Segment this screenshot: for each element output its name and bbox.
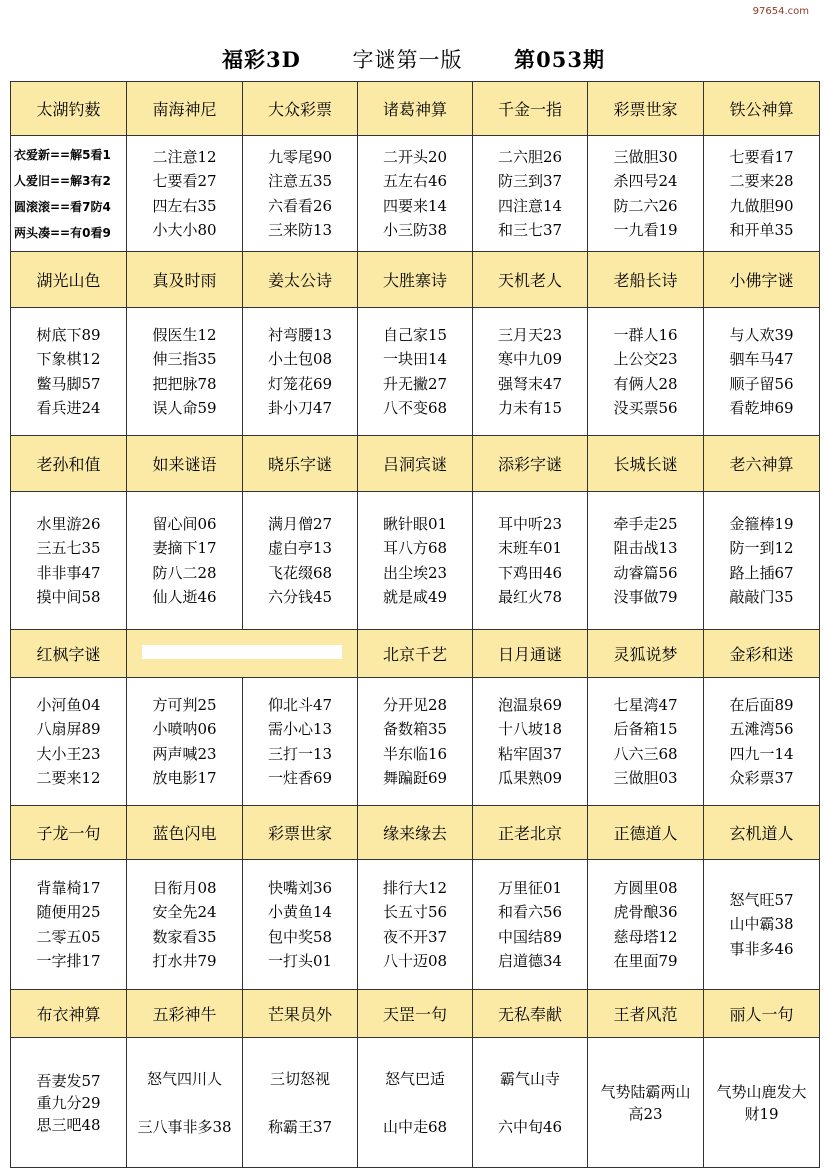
riddle-line: 一字排17 [36, 952, 101, 970]
header-row [11, 436, 820, 492]
riddle-line: 两头凑==有0看9 [14, 225, 111, 240]
expert-name: 老船长诗 [588, 252, 704, 308]
riddle-cell [243, 860, 358, 990]
riddle-line: 和看六56 [497, 903, 563, 921]
riddle-table [10, 81, 820, 1168]
riddle-row [11, 860, 820, 990]
riddle-line: 杀四号24 [613, 172, 678, 190]
riddle-line: 三月天23 [497, 325, 563, 344]
riddle-line: 中国结89 [497, 927, 563, 946]
riddle-cell [473, 678, 588, 806]
expert-name: 千金一指 [473, 82, 588, 136]
riddle-line: 路上插67 [729, 563, 794, 582]
expert-name: 大胜寨诗 [358, 252, 473, 308]
riddle-cell [11, 678, 127, 806]
riddle-line: 四九一14 [729, 744, 794, 763]
riddle-line: 粘牢固37 [497, 744, 563, 763]
riddle-line: 二要来28 [729, 172, 794, 190]
riddle-row [11, 136, 820, 252]
riddle-line: 长五寸56 [382, 903, 448, 921]
spacer [473, 1090, 587, 1116]
riddle-line: 称霸王37 [267, 1117, 333, 1136]
riddle-line: 分开见28 [382, 695, 448, 714]
riddle-line: 三切怒视 [269, 1069, 330, 1088]
riddle-cell [358, 1038, 473, 1168]
riddle-row [11, 1038, 820, 1168]
riddle-line: 大小王23 [36, 744, 101, 763]
riddle-line: 三打一13 [267, 744, 333, 763]
riddle-cell [588, 492, 704, 630]
riddle-line: 留心间06 [152, 514, 217, 533]
riddle-line: 一块田14 [382, 350, 448, 368]
riddle-line: 山中霸38 [729, 915, 794, 934]
riddle-line: 和开单35 [729, 221, 794, 239]
riddle-line: 六看看26 [267, 196, 333, 215]
riddle-line: 七星湾47 [613, 695, 678, 714]
riddle-line: 九零尾90 [267, 147, 333, 166]
riddle-cell [243, 308, 358, 436]
riddle-cell [588, 308, 704, 436]
expert-name: 小佛字谜 [704, 252, 820, 308]
riddle-line: 一群人16 [613, 325, 678, 344]
riddle-line: 万里征01 [497, 878, 563, 897]
riddle-line: 在里面79 [613, 952, 678, 970]
riddle-line: 四要来14 [382, 196, 448, 215]
site-watermark: 97654.com [752, 6, 809, 17]
riddle-line: 一打头01 [267, 952, 333, 970]
riddle-line: 背靠椅17 [36, 878, 101, 897]
riddle-cell [127, 308, 243, 436]
riddle-line: 八十迈08 [382, 952, 448, 970]
riddle-line: 上公交23 [613, 350, 678, 368]
riddle-line: 敲敲门35 [729, 588, 794, 606]
riddle-cell [473, 308, 588, 436]
riddle-line: 牵手走25 [613, 514, 678, 533]
riddle-cell [11, 308, 127, 436]
riddle-line: 四左右35 [152, 196, 217, 215]
riddle-line: 气势山鹿发大 [716, 1082, 807, 1101]
riddle-line: 一九看19 [613, 221, 678, 239]
riddle-cell [11, 492, 127, 630]
riddle-line: 和三七37 [497, 221, 563, 239]
riddle-cell [127, 136, 243, 252]
riddle-cell [243, 678, 358, 806]
spacer [243, 1090, 357, 1116]
riddle-line: 防二六26 [613, 196, 678, 215]
riddle-cell [704, 308, 820, 436]
riddle-line: 方圆里08 [613, 878, 678, 897]
riddle-line: 十八坡18 [497, 720, 563, 738]
riddle-line: 小河鱼04 [36, 695, 101, 714]
riddle-cell [127, 492, 243, 630]
riddle-line: 安全先24 [152, 903, 217, 921]
riddle-line: 树底下89 [36, 325, 101, 344]
riddle-cell [704, 492, 820, 630]
expert-name: 日月通谜 [473, 630, 588, 678]
expert-name: 诸葛神算 [358, 82, 473, 136]
riddle-line: 仙人逝46 [152, 588, 217, 606]
riddle-line: 后备箱15 [613, 720, 678, 738]
riddle-line: 三来防13 [267, 221, 333, 239]
expert-name: 金彩和迷 [704, 630, 820, 678]
expert-name: 南海神尼 [127, 82, 243, 136]
title-issue: 第053期 [514, 47, 606, 72]
riddle-cell [11, 1038, 127, 1168]
riddle-line: 日衔月08 [152, 878, 217, 897]
header-row [11, 82, 820, 136]
riddle-line: 飞花缀68 [267, 563, 333, 582]
riddle-line: 虎骨酿36 [613, 903, 678, 921]
expert-name: 长城长谜 [588, 436, 704, 492]
riddle-line: 强弩末47 [497, 374, 563, 393]
riddle-line: 备数箱35 [382, 720, 448, 738]
riddle-line: 灯笼花69 [267, 374, 333, 393]
riddle-cell [588, 1038, 704, 1168]
riddle-line: 卦小刀47 [267, 399, 333, 417]
riddle-cell [473, 136, 588, 252]
riddle-cell [588, 860, 704, 990]
riddle-line: 金箍棒19 [729, 514, 794, 533]
riddle-line: 就是咸49 [382, 588, 448, 606]
riddle-line: 怒气旺57 [729, 890, 794, 909]
riddle-line: 没买票56 [613, 399, 678, 417]
expert-name: 丽人一句 [704, 990, 820, 1038]
riddle-line: 自己家15 [382, 325, 448, 344]
riddle-line: 包中奖58 [267, 927, 333, 946]
expert-name: 彩票世家 [588, 82, 704, 136]
riddle-row [11, 492, 820, 630]
riddle-line: 小大小80 [152, 221, 217, 239]
riddle-line: 启道德34 [497, 952, 563, 970]
riddle-line: 八六三68 [613, 744, 678, 763]
riddle-line: 瓜果熟09 [497, 769, 563, 787]
riddle-line: 满月僧27 [267, 514, 333, 533]
riddle-line: 与人欢39 [729, 325, 794, 344]
riddle-line: 三八事非多38 [137, 1117, 232, 1136]
riddle-line: 五滩湾56 [729, 720, 794, 738]
riddle-line: 打水井79 [152, 952, 217, 970]
riddle-line: 驷车马47 [729, 350, 794, 368]
expert-name: 无私奉献 [473, 990, 588, 1038]
riddle-line: 下鸡田46 [497, 563, 563, 582]
riddle-line: 防三到37 [497, 172, 563, 190]
riddle-line: 众彩票37 [729, 769, 794, 787]
riddle-line: 鳖马脚57 [36, 374, 101, 393]
riddle-line: 霸气山寺 [499, 1069, 560, 1088]
riddle-cell [473, 860, 588, 990]
riddle-line: 耳中听23 [497, 514, 563, 533]
riddle-line: 出尘埃23 [382, 563, 448, 582]
riddle-line: 一炷香69 [267, 769, 333, 787]
riddle-line: 快嘴刘36 [267, 878, 333, 897]
riddle-cell [11, 136, 127, 252]
expert-name: 晓乐字谜 [243, 436, 358, 492]
riddle-line: 仰北斗47 [267, 695, 333, 714]
riddle-cell [704, 136, 820, 252]
riddle-line: 人爱旧==解3有2 [14, 173, 111, 188]
riddle-cell [243, 492, 358, 630]
riddle-row [11, 308, 820, 436]
riddle-line: 力未有15 [497, 399, 563, 417]
riddle-line: 财19 [744, 1104, 779, 1123]
riddle-line: 小黄鱼14 [267, 903, 333, 921]
expert-name: 天罡一句 [358, 990, 473, 1038]
riddle-line: 需小心13 [267, 720, 333, 738]
riddle-line: 有俩人28 [613, 374, 678, 393]
expert-name: 添彩字谜 [473, 436, 588, 492]
riddle-cell [704, 678, 820, 806]
expert-name: 子龙一句 [11, 806, 127, 860]
riddle-line: 三五七35 [36, 539, 101, 557]
riddle-line: 二要来12 [36, 769, 101, 787]
riddle-line: 顺子留56 [729, 374, 794, 393]
riddle-line: 动睿篇56 [613, 563, 678, 582]
riddle-line: 最红火78 [497, 588, 563, 606]
riddle-line: 九做胆90 [729, 196, 794, 215]
header-row [11, 990, 820, 1038]
expert-name: 太湖钓薮 [11, 82, 127, 136]
riddle-line: 在后面89 [729, 695, 794, 714]
riddle-line: 半东临16 [382, 744, 448, 763]
riddle-line: 三做胆30 [613, 147, 678, 166]
expert-name: 真及时雨 [127, 252, 243, 308]
expert-name: 灵狐说梦 [588, 630, 704, 678]
riddle-cell [588, 136, 704, 252]
riddle-line: 事非多46 [729, 939, 794, 958]
riddle-cell [358, 678, 473, 806]
riddle-line: 排行大12 [382, 878, 448, 897]
riddle-line: 气势陆霸两山 [600, 1082, 691, 1101]
riddle-cell [11, 860, 127, 990]
riddle-line: 看乾坤69 [729, 399, 794, 417]
expert-name: 姜太公诗 [243, 252, 358, 308]
riddle-line: 末班车01 [497, 539, 563, 557]
expert-name: 五彩神牛 [127, 990, 243, 1038]
riddle-line: 防八二28 [152, 563, 217, 582]
riddle-line: 寒中九09 [497, 350, 563, 368]
header-row [11, 252, 820, 308]
expert-name: 正德道人 [588, 806, 704, 860]
riddle-line: 阻击战13 [613, 539, 678, 557]
riddle-line: 小土包08 [267, 350, 333, 368]
expert-name: 芒果员外 [243, 990, 358, 1038]
riddle-line: 五左右46 [382, 172, 448, 190]
expert-name: 天机老人 [473, 252, 588, 308]
expert-name: 北京千艺 [358, 630, 473, 678]
riddle-line: 慈母塔12 [613, 927, 678, 946]
riddle-cell [127, 1038, 243, 1168]
expert-name [127, 630, 358, 678]
expert-name: 布衣神算 [11, 990, 127, 1038]
riddle-line: 泡温泉69 [497, 695, 563, 714]
riddle-line: 四注意14 [497, 196, 563, 215]
riddle-line: 小喷呐06 [152, 720, 217, 738]
riddle-line: 八不变68 [382, 399, 448, 417]
riddle-line: 摸中间58 [36, 588, 101, 606]
riddle-cell [358, 136, 473, 252]
riddle-line: 二零五05 [36, 927, 101, 946]
riddle-cell [358, 492, 473, 630]
riddle-line: 夜不开37 [382, 927, 448, 946]
riddle-line: 怒气巴适 [384, 1069, 445, 1088]
expert-name: 王者风范 [588, 990, 704, 1038]
expert-name: 如来谜语 [127, 436, 243, 492]
riddle-cell [127, 678, 243, 806]
spacer [127, 1090, 242, 1116]
riddle-cell [358, 308, 473, 436]
riddle-cell [358, 860, 473, 990]
redacted-header [142, 645, 342, 659]
title-name: 字谜第一版 [352, 48, 463, 72]
riddle-row [11, 678, 820, 806]
riddle-line: 怒气四川人 [146, 1069, 222, 1088]
header-row [11, 806, 820, 860]
riddle-line: 把把脉78 [152, 374, 217, 393]
expert-name: 铁公神算 [704, 82, 820, 136]
spacer [358, 1090, 472, 1116]
riddle-line: 山中走68 [382, 1117, 448, 1136]
riddle-line: 防一到12 [729, 539, 794, 557]
riddle-cell [243, 1038, 358, 1168]
riddle-line: 耳八方68 [382, 539, 448, 557]
expert-name: 吕洞宾谜 [358, 436, 473, 492]
riddle-line: 二六胆26 [497, 147, 563, 166]
riddle-cell [127, 860, 243, 990]
riddle-line: 小三防38 [382, 221, 448, 239]
riddle-line: 看兵进24 [36, 399, 101, 417]
header-row [11, 630, 820, 678]
expert-name: 老六神算 [704, 436, 820, 492]
riddle-line: 重九分29 [36, 1093, 101, 1112]
riddle-line: 衬弯腰13 [267, 325, 333, 344]
riddle-cell [704, 1038, 820, 1168]
riddle-line: 没事做79 [613, 588, 678, 606]
expert-name: 大众彩票 [243, 82, 358, 136]
riddle-cell [473, 492, 588, 630]
expert-name: 缘来缘去 [358, 806, 473, 860]
riddle-line: 随便用25 [36, 903, 101, 921]
riddle-line: 二注意12 [152, 147, 217, 166]
riddle-cell [243, 136, 358, 252]
riddle-line: 非非事47 [36, 563, 101, 582]
expert-name: 正老北京 [473, 806, 588, 860]
riddle-cell [588, 678, 704, 806]
riddle-line: 吾妻发57 [36, 1071, 101, 1090]
riddle-line: 二开头20 [382, 147, 448, 166]
riddle-line: 水里游26 [36, 514, 101, 533]
riddle-line: 八扇屏89 [36, 720, 101, 738]
riddle-line: 六中旬46 [497, 1117, 563, 1136]
riddle-line: 妻摘下17 [152, 539, 217, 557]
riddle-cell [704, 860, 820, 990]
riddle-line: 瞅针眼01 [382, 514, 448, 533]
riddle-line: 七要看17 [729, 147, 794, 166]
expert-name: 湖光山色 [11, 252, 127, 308]
riddle-line: 舞蹁跹69 [382, 769, 448, 787]
riddle-line: 高23 [628, 1104, 663, 1123]
expert-name: 彩票世家 [243, 806, 358, 860]
riddle-line: 衣爱新==解5看1 [14, 147, 111, 162]
riddle-line: 下象棋12 [36, 350, 101, 368]
title-brand: 福彩3D [221, 47, 301, 72]
riddle-line: 圆滚滚==看7防4 [14, 199, 111, 214]
riddle-line: 注意五35 [267, 172, 333, 190]
riddle-line: 升无撇27 [382, 374, 448, 393]
riddle-line: 误人命59 [152, 399, 217, 417]
expert-name: 蓝色闪电 [127, 806, 243, 860]
expert-name: 老孙和值 [11, 436, 127, 492]
riddle-line: 数家看35 [152, 927, 217, 946]
riddle-line: 七要看27 [152, 172, 217, 190]
expert-name: 玄机道人 [704, 806, 820, 860]
riddle-cell [473, 1038, 588, 1168]
expert-name: 红枫字谜 [11, 630, 127, 678]
riddle-line: 放电影17 [152, 769, 217, 787]
riddle-line: 两声喊23 [152, 744, 217, 763]
riddle-line: 六分钱45 [267, 588, 333, 606]
riddle-line: 假医生12 [152, 325, 217, 344]
page-title [0, 44, 827, 74]
riddle-line: 三做胆03 [613, 769, 678, 787]
riddle-line: 思三吧48 [36, 1115, 101, 1134]
riddle-line: 虚白亭13 [267, 539, 333, 557]
riddle-line: 伸三指35 [152, 350, 217, 368]
riddle-line: 方可判25 [152, 695, 217, 714]
